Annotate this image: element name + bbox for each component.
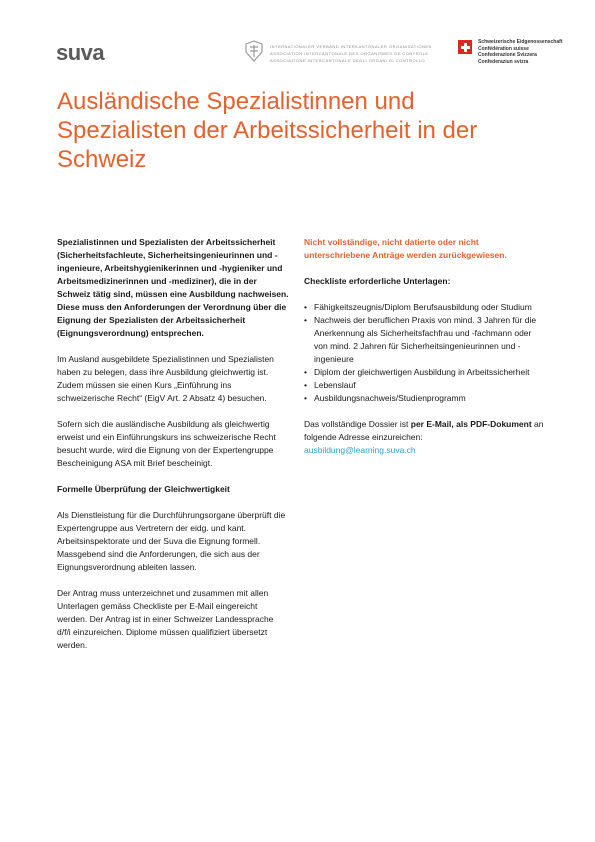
paragraph-equivalence: Sofern sich die ausländische Ausbildung als gleichwertig erweist und ein Einführungskurs ins schweizerische Recht besucht wurde, wird die Eignung von der Expertengruppe Bescheinigung ASA mit Brief bescheinigt.	[57, 419, 276, 468]
checklist-item: • Fähigkeitszeugnis/Diplom Berufsausbildung oder Studium	[304, 301, 544, 314]
partner-emblem-icon	[244, 40, 264, 62]
section-heading: Formelle Überprüfung der Gleichwertigkeit	[57, 484, 230, 494]
swiss-cross-icon	[458, 40, 472, 54]
checklist-item: • Diplom der gleichwertigen Ausbildung in Arbeitssicherheit	[304, 366, 544, 379]
federal-line: Schweizerische Eidgenossenschaft	[478, 39, 563, 45]
intro-paragraph: Spezialistinnen und Spezialisten der Arbeitssicherheit (Sicherheitsfachleute, Sicherheitsingenieurinnen und -ingenieure, Arbeitshygienikerinnen und -hygieniker und Arbeitsmedizinerinnen und -mediziner), die in der Schweiz tätig sind, müssen eine Ausbildung nachweisen. Diese muss den Anforderungen der Verordnung über die Eignung der Spezialisten der Arbeitssicherheit (Eignungsverordnung) entsprechen.	[57, 237, 289, 338]
left-column	[57, 236, 289, 665]
federal-line: Confederaziun svizra	[478, 58, 529, 65]
submission-text-end: an folgende Adresse einzureichen:	[304, 419, 544, 442]
federal-line: Confederazione Svizzera	[478, 52, 537, 58]
partner-line: INTERNATIONALER VERBAND INTERKANTONALER ORGANISATIONEN	[270, 44, 432, 49]
checklist-item: • Nachweis der beruflichen Praxis von mind. 3 Jahren für die Anerkennung als Sicherheitsfachfrau und -fachmann oder von mind. 2 Jahren für Sicherheitsingenieurinnen und -ingenieure	[304, 314, 544, 366]
paragraph-foreign-training: Im Ausland ausgebildete Spezialistinnen und Spezialisten haben zu belegen, dass ihre Ausbildung gleichwertig ist. Zudem müssen sie einen Kurs „Einführung ins schweizerische Recht“ (EigV Art. 2 Absatz 4) besuchen.	[57, 354, 274, 403]
suva-logo: suva	[56, 40, 105, 65]
partner-line: ASSOCIAZIONE INTERCANTONALE DEGLI ORGANI DI CONTROLLO	[270, 58, 426, 63]
submission-format: per E-Mail, als PDF-Dokument	[410, 419, 532, 429]
paragraph-formal-review: Als Dienstleistung für die Durchführungsorgane überprüft die Expertengruppe aus Vertretern der eidg. und kant. Arbeitsinspektorate und der Suva die Eignung formell. Massgebend sind die Anforderungen, die sich aus der Eignungsverordnung ableiten lassen.	[57, 510, 286, 572]
page-title: Ausländische Spezialistinnen und Spezialisten der Arbeitssicherheit in der Schweiz	[57, 88, 478, 173]
checklist-title: Checkliste erforderliche Unterlagen:	[304, 276, 451, 286]
submission-paragraph	[304, 418, 544, 457]
partner-line: ASSOCIATION INTERCANTONALE DES ORGANISMES DE CONTROLE	[270, 51, 429, 56]
warning-note: Nicht vollständige, nicht datierte oder nicht unterschriebene Anträge werden zurückgewiesen.	[304, 237, 507, 260]
checklist-item: • Ausbildungsnachweis/Studienprogramm	[304, 392, 544, 405]
federal-line: Confédération suisse	[478, 45, 529, 52]
submission-text: Das vollständige Dossier ist	[304, 419, 411, 429]
checklist-item: • Lebenslauf	[304, 379, 544, 392]
right-column	[304, 236, 544, 470]
checklist	[304, 301, 544, 405]
paragraph-application: Der Antrag muss unterzeichnet und zusammen mit allen Unterlagen gemäss Checkliste per E-Mail eingereicht werden. Der Antrag ist in einer Schweizer Landessprache d/f/i einzureichen. Diplome müssen qualifiziert übersetzt werden.	[57, 588, 274, 650]
partner-organisation-logo	[244, 40, 444, 66]
email-link[interactable]: ausbildung@learning.suva.ch	[304, 445, 416, 455]
